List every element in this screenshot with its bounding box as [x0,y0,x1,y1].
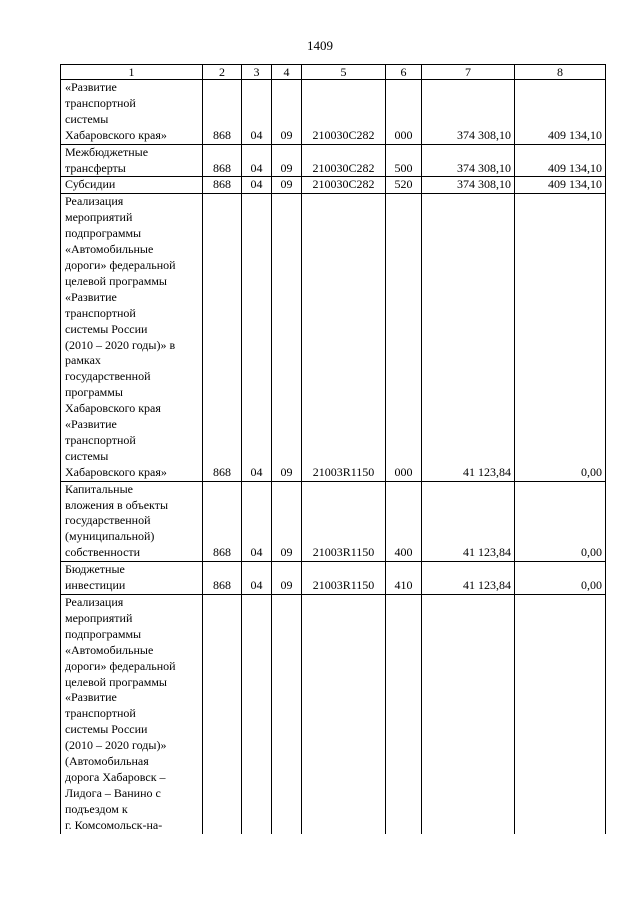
row-name: Межбюджетные трансферты [61,144,203,177]
cell-amount-2: 409 134,10 [515,144,606,177]
cell-grbs [203,595,242,834]
cell-amount-2: 409 134,10 [515,80,606,145]
row-name: «Развитие транспортной системы Хабаровского края» [61,80,203,145]
cell-subsection: 09 [272,80,302,145]
row-name: Бюджетные инвестиции [61,562,203,595]
cell-amount-2: 0,00 [515,194,606,481]
cell-subsection: 09 [272,177,302,194]
cell-target-article [302,595,386,834]
cell-amount-2: 0,00 [515,562,606,595]
cell-section [242,595,272,834]
cell-section: 04 [242,144,272,177]
column-header: 1 [61,65,203,80]
column-header: 5 [302,65,386,80]
cell-amount-2 [515,595,606,834]
cell-amount-1 [422,595,515,834]
cell-subsection: 09 [272,562,302,595]
cell-subsection [272,595,302,834]
row-name: Реализация мероприятий подпрограммы «Автомобильные дороги» федеральной целевой программы «Развитие транспортной системы России (2010 – 2020 годы)» в рамках государственной программы Хабаровского края «Развитие транспортной системы Хабаровского края» [61,194,203,481]
cell-grbs: 868 [203,80,242,145]
cell-target-article: 210030С282 [302,144,386,177]
budget-table [60,64,606,834]
cell-grbs: 868 [203,144,242,177]
table-row [61,481,606,562]
cell-target-article: 210030С282 [302,80,386,145]
cell-expense-type: 000 [386,194,422,481]
cell-grbs: 868 [203,481,242,562]
column-header: 2 [203,65,242,80]
cell-target-article: 21003R1150 [302,194,386,481]
cell-expense-type: 520 [386,177,422,194]
cell-amount-1: 41 123,84 [422,562,515,595]
cell-section: 04 [242,194,272,481]
column-header: 6 [386,65,422,80]
cell-grbs: 868 [203,177,242,194]
cell-grbs: 868 [203,562,242,595]
cell-subsection: 09 [272,481,302,562]
cell-amount-1: 374 308,10 [422,144,515,177]
table-row [61,80,606,145]
cell-amount-1: 41 123,84 [422,481,515,562]
cell-target-article: 21003R1150 [302,562,386,595]
column-header: 4 [272,65,302,80]
table-row [61,144,606,177]
row-name: Реализация мероприятий подпрограммы «Автомобильные дороги» федеральной целевой программы «Развитие транспортной системы России (2010 – 2020 годы)» (Автомобильная дорога Хабаровск – Лидога – Ванино с подъездом к г. Комсомольск-на- [61,595,203,834]
table-header-row [61,65,606,80]
cell-section: 04 [242,80,272,145]
cell-target-article: 210030С282 [302,177,386,194]
column-header: 7 [422,65,515,80]
cell-section: 04 [242,177,272,194]
cell-target-article: 21003R1150 [302,481,386,562]
cell-subsection: 09 [272,144,302,177]
page-number: 1409 [307,38,333,53]
cell-section: 04 [242,562,272,595]
cell-expense-type: 000 [386,80,422,145]
row-name: Капитальные вложения в объекты государственной (муниципальной) собственности [61,481,203,562]
cell-amount-2: 409 134,10 [515,177,606,194]
cell-section: 04 [242,481,272,562]
table-row [61,177,606,194]
cell-amount-2: 0,00 [515,481,606,562]
cell-amount-1: 41 123,84 [422,194,515,481]
cell-expense-type: 410 [386,562,422,595]
cell-grbs: 868 [203,194,242,481]
cell-amount-1: 374 308,10 [422,80,515,145]
cell-expense-type: 400 [386,481,422,562]
column-header: 3 [242,65,272,80]
table-row [61,194,606,481]
column-header: 8 [515,65,606,80]
table-row [61,595,606,834]
cell-expense-type: 500 [386,144,422,177]
cell-amount-1: 374 308,10 [422,177,515,194]
table-row [61,562,606,595]
row-name: Субсидии [61,177,203,194]
cell-expense-type [386,595,422,834]
cell-subsection: 09 [272,194,302,481]
